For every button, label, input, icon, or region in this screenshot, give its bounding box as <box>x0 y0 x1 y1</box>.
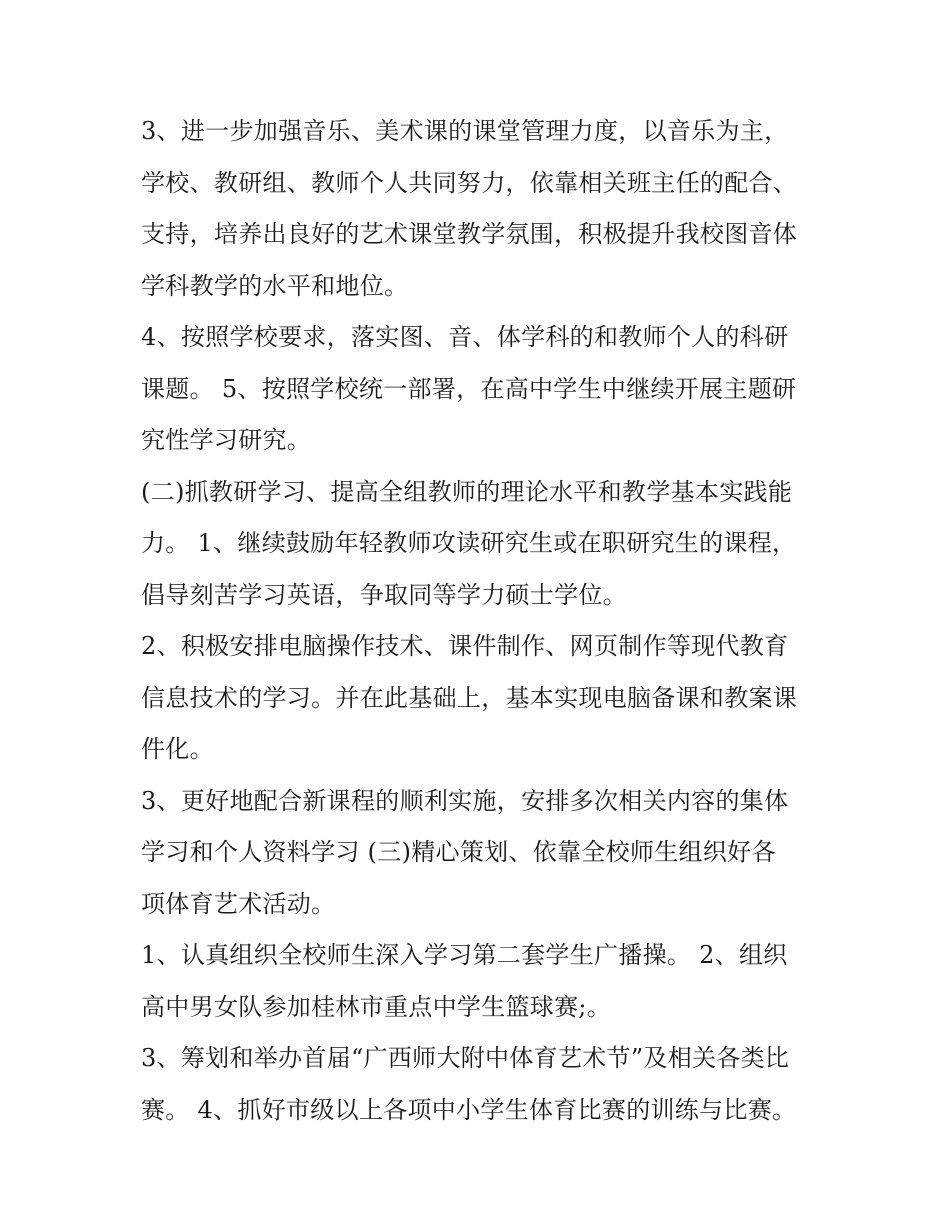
text-line: 4、按照学校要求，落实图、音、体学科的和教师个人的科研 <box>141 323 789 351</box>
text-line: 1、认真组织全校师生深入学习第二套学生广播操。 2、组织 <box>141 941 788 969</box>
paragraph <box>141 1033 821 1136</box>
text-line: 倡导刻苦学习英语，争取同等学力硕士学位。 <box>141 580 627 609</box>
text-line: 究性学习研究。 <box>141 426 312 454</box>
text-line: 课题。 5、按照学校统一部署，在高中学生中继续开展主题研 <box>141 374 797 403</box>
text-line: 件化。 <box>141 735 214 763</box>
text-line: 高中男女队参加桂林市重点中学生篮球赛;。 <box>141 992 612 1021</box>
paragraph <box>141 312 821 467</box>
paragraph <box>141 106 821 312</box>
text-line: 力。 1、继续鼓励年轻教师攻读研究生或在职研究生的课程， <box>141 529 797 557</box>
text-line: 学校、教研组、教师个人共同努力，依靠相关班主任的配合、 <box>141 168 798 197</box>
text-line: 3、进一步加强音乐、美术课的课堂管理力度，以音乐为主， <box>141 117 789 145</box>
paragraph <box>141 776 821 931</box>
text-line: 赛。 4、抓好市级以上各项中小学生体育比赛的训练与比赛。 <box>141 1095 797 1124</box>
paragraph <box>141 467 821 622</box>
text-line: (二)抓教研学习、提高全组教师的理论水平和教学基本实践能 <box>141 477 793 506</box>
paragraph <box>141 930 821 1033</box>
text-line: 3、筹划和举办首届“广西师大附中体育艺术节”及相关各类比 <box>141 1044 790 1072</box>
text-line: 信息技术的学习。并在此基础上，基本实现电脑备课和教案课 <box>141 683 798 712</box>
text-line: 2、积极安排电脑操作技术、课件制作、网页制作等现代教育 <box>141 632 789 660</box>
document-body <box>141 106 821 1136</box>
paragraph <box>141 621 821 776</box>
text-line: 项体育艺术活动。 <box>141 889 336 918</box>
text-line: 学科教学的水平和地位。 <box>141 271 409 300</box>
text-line: 3、更好地配合新课程的顺利实施，安排多次相关内容的集体 <box>141 786 789 815</box>
text-line: 支持，培养出良好的艺术课堂教学氛围，积极提升我校图音体 <box>141 220 798 248</box>
text-line: 学习和个人资料学习 (三)精心策划、依靠全校师生组织好各 <box>141 838 776 866</box>
